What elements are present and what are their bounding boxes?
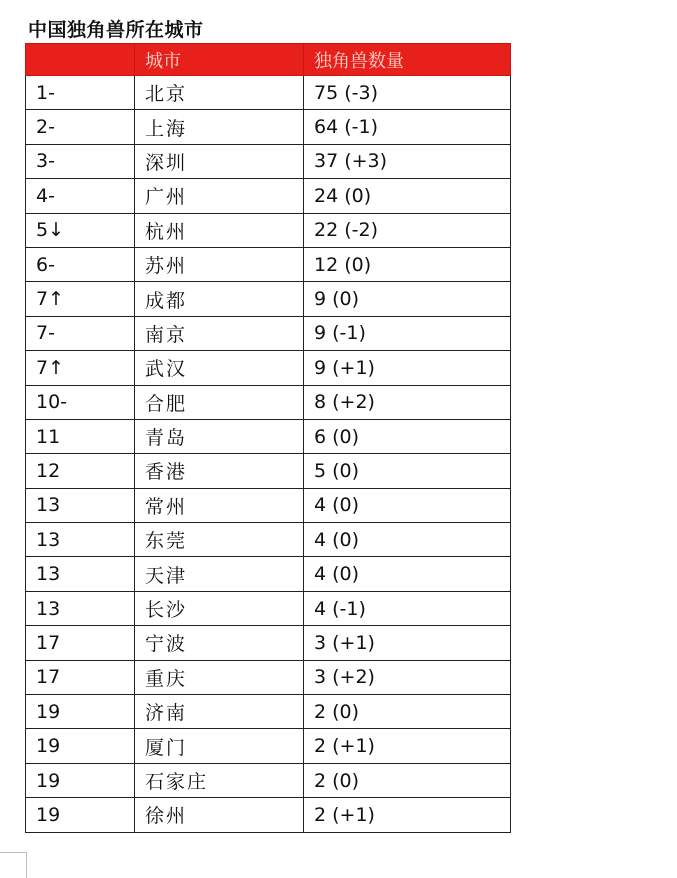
- city-cell: 长沙: [135, 591, 304, 625]
- count-cell: 24 (0): [304, 179, 511, 213]
- rank-cell: 19: [26, 763, 135, 797]
- city-cell: 东莞: [135, 523, 304, 557]
- count-cell: 2 (+1): [304, 798, 511, 832]
- count-cell: 9 (-1): [304, 316, 511, 350]
- document-title: 中国独角兽所在城市: [28, 19, 204, 41]
- city-cell: 广州: [135, 179, 304, 213]
- table-row: [26, 660, 511, 694]
- count-cell: 4 (-1): [304, 591, 511, 625]
- count-cell: 4 (0): [304, 523, 511, 557]
- table-row: [26, 557, 511, 591]
- city-cell: 宁波: [135, 626, 304, 660]
- rank-cell: 13: [26, 591, 135, 625]
- table-row: [26, 419, 511, 453]
- count-cell: 5 (0): [304, 454, 511, 488]
- column-header-count: 独角兽数量: [304, 44, 511, 76]
- rank-cell: 7↑: [26, 351, 135, 385]
- table-row: [26, 695, 511, 729]
- rank-cell: 7-: [26, 316, 135, 350]
- rank-cell: 7↑: [26, 282, 135, 316]
- count-cell: 22 (-2): [304, 213, 511, 247]
- table-row: [26, 729, 511, 763]
- count-cell: 37 (+3): [304, 144, 511, 178]
- city-cell: 杭州: [135, 213, 304, 247]
- column-header-rank: [26, 44, 135, 76]
- rank-cell: 19: [26, 695, 135, 729]
- rank-cell: 17: [26, 660, 135, 694]
- table-row: [26, 454, 511, 488]
- rank-cell: 11: [26, 419, 135, 453]
- table-row: [26, 488, 511, 522]
- rank-cell: 19: [26, 729, 135, 763]
- city-cell: 天津: [135, 557, 304, 591]
- unicorn-city-table: [25, 43, 511, 833]
- city-cell: 重庆: [135, 660, 304, 694]
- rank-cell: 6-: [26, 247, 135, 281]
- city-cell: 徐州: [135, 798, 304, 832]
- city-cell: 常州: [135, 488, 304, 522]
- city-cell: 武汉: [135, 351, 304, 385]
- rank-cell: 17: [26, 626, 135, 660]
- count-cell: 75 (-3): [304, 76, 511, 110]
- city-cell: 南京: [135, 316, 304, 350]
- table-row: [26, 591, 511, 625]
- rank-cell: 10-: [26, 385, 135, 419]
- rank-cell: 1-: [26, 76, 135, 110]
- count-cell: 2 (+1): [304, 729, 511, 763]
- count-cell: 64 (-1): [304, 110, 511, 144]
- rank-cell: 12: [26, 454, 135, 488]
- rank-cell: 3-: [26, 144, 135, 178]
- column-header-city: 城市: [135, 44, 304, 76]
- table-row: [26, 351, 511, 385]
- count-cell: 4 (0): [304, 557, 511, 591]
- rank-cell: 4-: [26, 179, 135, 213]
- city-cell: 上海: [135, 110, 304, 144]
- table-row: [26, 76, 511, 110]
- count-cell: 3 (+1): [304, 626, 511, 660]
- table-row: [26, 144, 511, 178]
- city-cell: 北京: [135, 76, 304, 110]
- city-cell: 青岛: [135, 419, 304, 453]
- table-row: [26, 213, 511, 247]
- page-corner-mark: [0, 852, 27, 878]
- city-cell: 合肥: [135, 385, 304, 419]
- count-cell: 3 (+2): [304, 660, 511, 694]
- city-cell: 厦门: [135, 729, 304, 763]
- rank-cell: 13: [26, 523, 135, 557]
- city-cell: 香港: [135, 454, 304, 488]
- count-cell: 9 (+1): [304, 351, 511, 385]
- table-row: [26, 282, 511, 316]
- count-cell: 2 (0): [304, 763, 511, 797]
- table-row: [26, 763, 511, 797]
- city-cell: 深圳: [135, 144, 304, 178]
- count-cell: 4 (0): [304, 488, 511, 522]
- table-row: [26, 179, 511, 213]
- count-cell: 9 (0): [304, 282, 511, 316]
- table-row: [26, 798, 511, 832]
- table-row: [26, 385, 511, 419]
- city-cell: 苏州: [135, 247, 304, 281]
- rank-cell: 13: [26, 488, 135, 522]
- rank-cell: 5↓: [26, 213, 135, 247]
- table-row: [26, 247, 511, 281]
- rank-cell: 2-: [26, 110, 135, 144]
- table-row: [26, 626, 511, 660]
- count-cell: 8 (+2): [304, 385, 511, 419]
- city-cell: 济南: [135, 695, 304, 729]
- table-header-row: [26, 44, 511, 76]
- city-cell: 成都: [135, 282, 304, 316]
- count-cell: 12 (0): [304, 247, 511, 281]
- city-cell: 石家庄: [135, 763, 304, 797]
- table-row: [26, 110, 511, 144]
- table-row: [26, 523, 511, 557]
- rank-cell: 13: [26, 557, 135, 591]
- count-cell: 2 (0): [304, 695, 511, 729]
- table-row: [26, 316, 511, 350]
- count-cell: 6 (0): [304, 419, 511, 453]
- rank-cell: 19: [26, 798, 135, 832]
